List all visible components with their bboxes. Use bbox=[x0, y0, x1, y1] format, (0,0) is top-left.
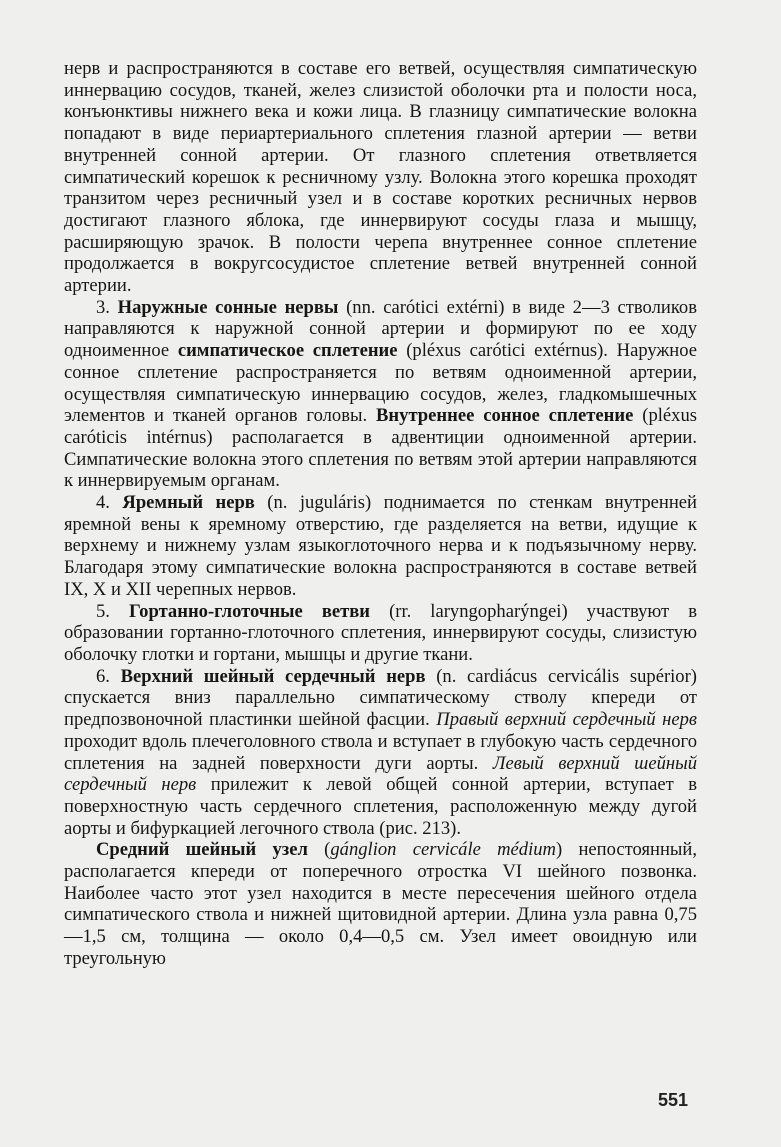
text-run: 5. bbox=[96, 600, 129, 622]
text-run: (pléxus caróticis intérnus) располагается в адвентиции одноименной артерии. Симпатические волокна этого сплетения по ветвям этой артерии направляются к иннервируемым органам. bbox=[64, 405, 698, 492]
paragraph bbox=[64, 666, 697, 840]
text-run: проходит вдоль плечеголовного ствола и вступает в глубокую часть сердечного сплетения на задней поверхности дуги аорты. bbox=[64, 730, 697, 774]
text-run: (n. juguláris) поднимается по стенкам внутренней яремной вены к яремному отверстию, где разделяется на ветви, идущие к верхнему и нижнему узлам языкоглоточного нерва и к подъязычному нерву. Благодаря этому симпатические волокна распространяются в составе ветвей IX, X и XII черепных нервов. bbox=[64, 492, 697, 600]
italic-term: gánglion cervicále médium bbox=[330, 839, 556, 861]
paragraph bbox=[64, 297, 697, 492]
italic-term: Правый верхний сердечный нерв bbox=[436, 709, 698, 731]
bold-term: симпатическое сплетение bbox=[177, 340, 398, 362]
paragraph bbox=[64, 492, 697, 601]
text-run: (rr. laryngopharýngei) участвуют в образовании гортанно-глоточного сплетения, иннервируют сосуды, слизистую оболочку глотки и гортани, мышцы и другие ткани. bbox=[64, 600, 697, 665]
page-number: 551 bbox=[658, 1090, 689, 1110]
paragraph bbox=[64, 58, 697, 297]
text-run: 3. bbox=[96, 296, 118, 318]
bold-term: Наружные сонные нервы bbox=[117, 296, 339, 318]
italic-term: Левый верхний шейный сердечный нерв bbox=[64, 752, 697, 796]
paragraph bbox=[64, 839, 697, 969]
text-run: (pléxus carótici extérnus). Наружное сонное сплетение распространяется по ветвям одноименной артерии, осуществляя симпатическую иннервацию сосудов, желез, гладкомышечных элементов и тканей органов головы. bbox=[64, 340, 698, 427]
text-run: ) непостоянный, располагается кпереди от поперечного отростка VI шейного позвонка. Наиболее часто этот узел находится в месте пересечения шейного отдела симпатического ствола и нижней щитовидной артерии. Длина узла равна 0,75—1,5 см, толщина — около 0,4—0,5 см. Узел имеет овоидную или треугольную bbox=[64, 839, 697, 969]
text-run: 4. bbox=[96, 492, 123, 514]
text-run: 6. bbox=[96, 665, 121, 687]
text-run: прилежит к левой общей сонной артерии, вступает в поверхностную часть сердечного сплетения, расположенную между дугой аорты и бифуркацией легочного ствола (рис. 213). bbox=[64, 774, 697, 839]
text-run: (nn. carótici extérni) в виде 2—3 стволиков направляются к наружной сонной артерии и формируют по ее ходу одноименное bbox=[64, 296, 698, 362]
bold-term: Верхний шейный сердечный нерв bbox=[120, 665, 426, 687]
text-run: (n. cardiácus cervicális supérior) спускается вниз параллельно симпатическому стволу кпереди от предпозвоночной пластинки шейной фасции. bbox=[64, 665, 697, 731]
bold-term: Гортанно-глоточные ветви bbox=[128, 600, 371, 622]
bold-term: Средний шейный узел bbox=[96, 839, 308, 861]
paragraph bbox=[64, 601, 697, 666]
text-run: ( bbox=[307, 839, 331, 861]
text-run: нерв и распространяются в составе его ветвей, осуществляя симпатическую иннервацию сосудов, тканей, желез слизистой оболочки рта и полости носа, конъюнктивы нижнего века и кожи лица. В глазницу симпатические волокна попадают в виде периартериального сплетения глазной артерии — ветви внутренней сонной артерии. От глазного сплетения ответвляется симпатический корешок к ресничному узлу. Волокна этого корешка проходят транзитом через ресничный узел и в составе коротких ресничных нервов достигают глазного яблока, где иннервируют сосуды глаза и мышцу, расширяющую зрачок. В полости черепа внутреннее сонное сплетение продолжается в вокругсосудистое сплетение ветвей внутренней сонной артерии. bbox=[64, 58, 697, 297]
body-text bbox=[64, 58, 697, 970]
bold-term: Яремный нерв bbox=[122, 492, 255, 514]
bold-term: Внутреннее сонное сплетение bbox=[376, 405, 634, 427]
